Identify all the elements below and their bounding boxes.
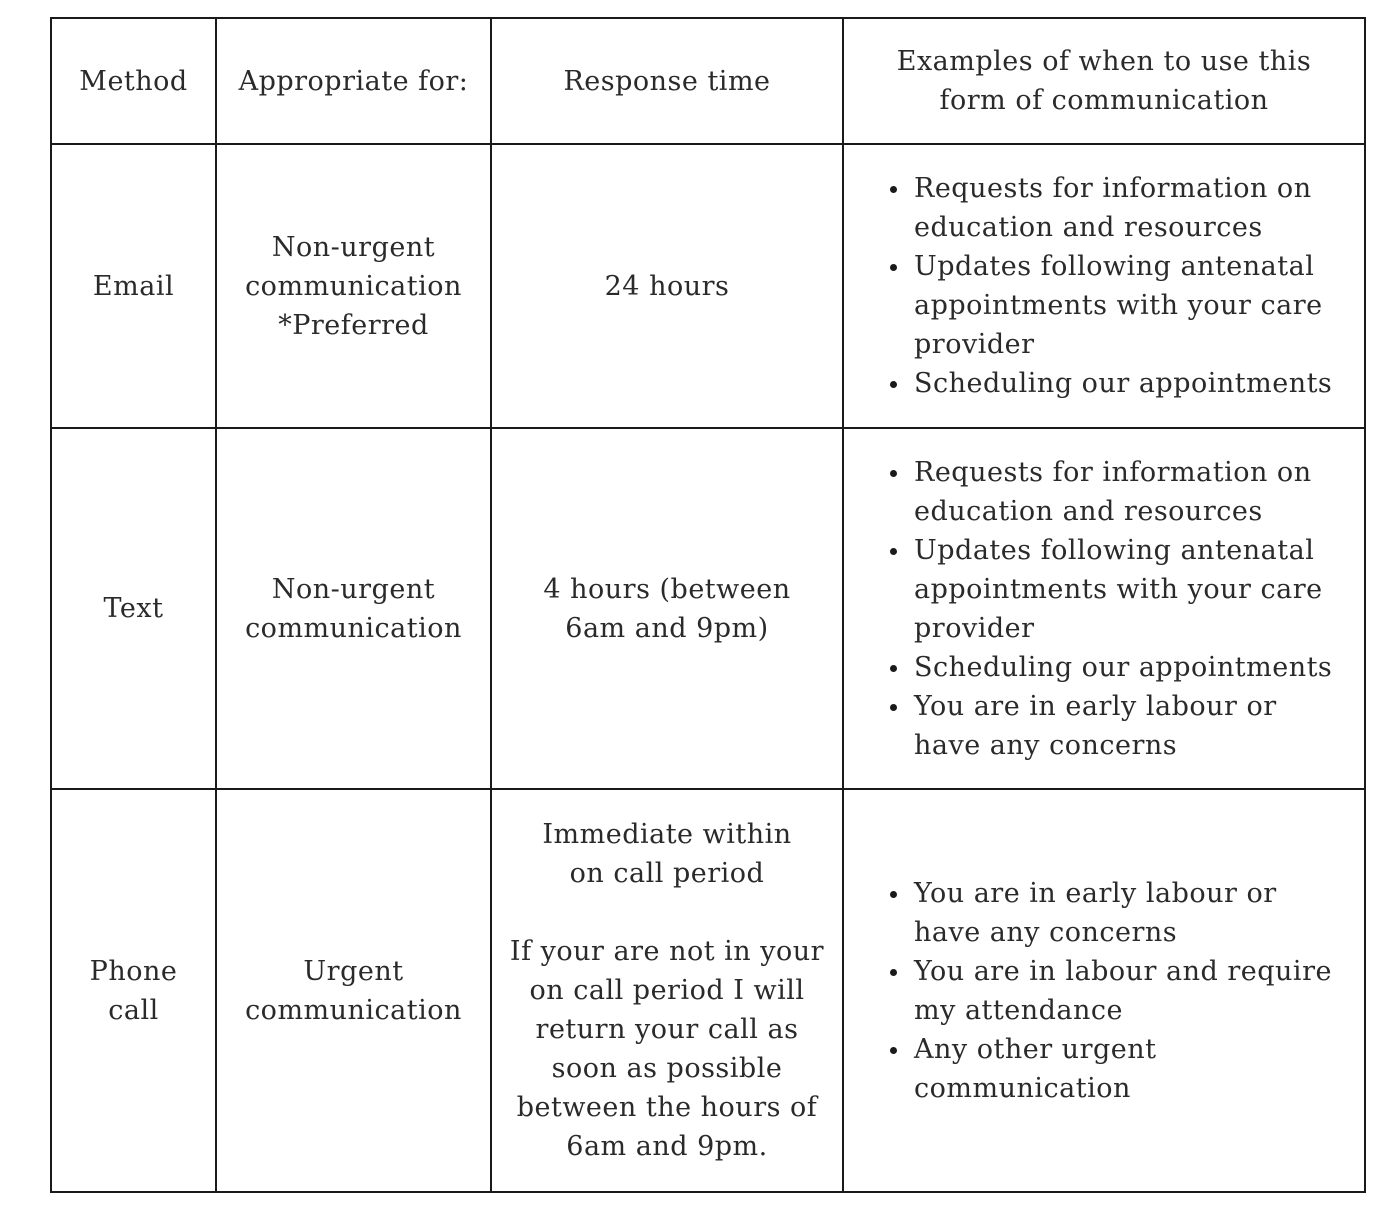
examples-list xyxy=(844,453,1364,765)
appropriate-text: Non-urgent communication xyxy=(245,231,462,302)
header-appropriate: Appropriate for: xyxy=(216,18,491,144)
table-row-phone xyxy=(51,789,1365,1192)
table-row-email xyxy=(51,144,1365,428)
list-item: Any other urgent communication xyxy=(914,1030,1344,1108)
appropriate-cell xyxy=(216,144,491,428)
header-row xyxy=(51,18,1365,144)
list-item: Updates following antenatal appointments with your care provider xyxy=(914,247,1344,364)
method-cell: Phone call xyxy=(51,789,216,1192)
response-cell: 4 hours (between 6am and 9pm) xyxy=(491,428,843,789)
examples-list xyxy=(844,169,1364,403)
appropriate-cell: Urgent communication xyxy=(216,789,491,1192)
response-cell xyxy=(491,789,843,1192)
list-item: Requests for information on education and resources xyxy=(914,453,1344,531)
list-item: Scheduling our appointments xyxy=(914,364,1344,403)
response-note: If your are not in your on call period I will return your call as soon as possible between the hours of 6am and 9pm. xyxy=(509,936,825,1162)
list-item: Updates following antenatal appointments with your care provider xyxy=(914,531,1344,648)
communication-methods-table xyxy=(50,17,1366,1193)
list-item: You are in early labour or have any concerns xyxy=(914,687,1344,765)
list-item: You are in labour and require my attendance xyxy=(914,952,1344,1030)
examples-cell xyxy=(843,428,1365,789)
appropriate-cell: Non-urgent communication xyxy=(216,428,491,789)
header-response: Response time xyxy=(491,18,843,144)
examples-cell xyxy=(843,144,1365,428)
examples-list xyxy=(844,874,1364,1108)
examples-cell xyxy=(843,789,1365,1192)
list-item: You are in early labour or have any concerns xyxy=(914,874,1344,952)
method-cell: Text xyxy=(51,428,216,789)
header-method: Method xyxy=(51,18,216,144)
header-examples: Examples of when to use this form of communication xyxy=(843,18,1365,144)
list-item: Scheduling our appointments xyxy=(914,648,1344,687)
response-immediate: Immediate within on call period xyxy=(542,819,792,889)
preferred-note: *Preferred xyxy=(278,309,429,341)
method-cell: Email xyxy=(51,144,216,428)
list-item: Requests for information on education and resources xyxy=(914,169,1344,247)
response-cell: 24 hours xyxy=(491,144,843,428)
table-row-text xyxy=(51,428,1365,789)
